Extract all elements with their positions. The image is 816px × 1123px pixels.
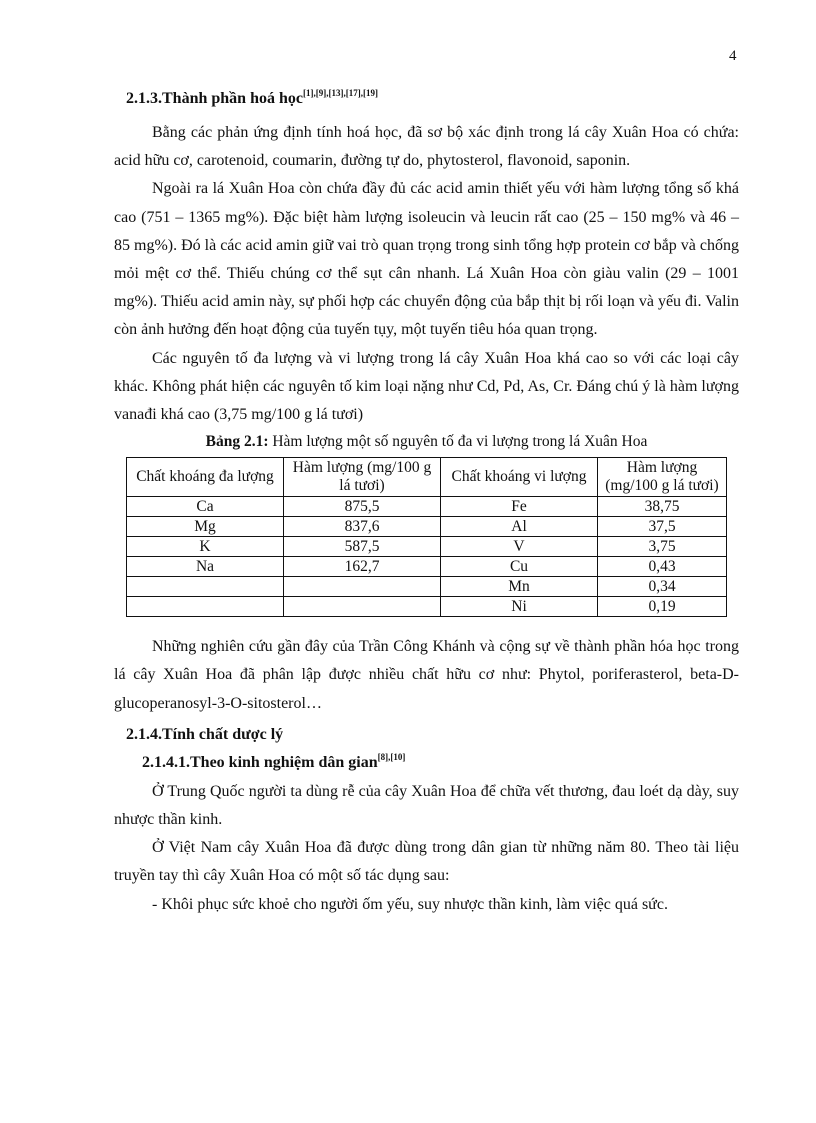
paragraph-qualitative: Bằng các phản ứng định tính hoá học, đã sơ bộ xác định trong lá cây Xuân Hoa có chứa: acid hữu cơ, carotenoid, coumarin, đường tự do, phytosterol, flavonoid, saponin. — [114, 124, 739, 170]
table-cell: 0,43 — [598, 557, 727, 577]
paragraph-amino-acids: Ngoài ra lá Xuân Hoa còn chứa đầy đủ các acid amin thiết yếu với hàm lượng tổng số khá cao (751 – 1365 mg%). Đặc biệt hàm lượng isoleucin và leucin rất cao (25 – 150 mg% và 46 – 85 mg%). Đó là các acid amin giữ vai trò quan trọng trong sinh tổng hợp protein cơ bắp và chống mỏi mệt cơ thể. Thiếu chúng cơ thể sụt cân nhanh. Lá Xuân Hoa còn giàu valin (29 – 1001 mg%). Thiếu acid amin này, sự phối hợp các chuyển động của bắp thịt bị rối loạn và yếu đi. Valin còn ảnh hưởng đến hoạt động của tuyến tụy, một tuyến tiêu hóa quan trọng. — [114, 180, 739, 339]
table-row — [127, 537, 727, 557]
table-caption — [114, 431, 739, 453]
table-cell: 0,19 — [598, 597, 727, 617]
table-cell — [284, 597, 441, 617]
table-header-row — [127, 458, 727, 497]
mineral-table — [126, 457, 727, 617]
subsection-refs: [8],[10] — [377, 751, 406, 762]
table-cell: Mg — [127, 517, 284, 537]
header-macro-mineral: Chất khoáng đa lượng — [127, 458, 284, 497]
table-cell: Cu — [441, 557, 598, 577]
table-cell: 37,5 — [598, 517, 727, 537]
section-heading-2-1-3 — [126, 88, 739, 110]
page-number: 4 — [729, 48, 737, 64]
table-cell: 837,6 — [284, 517, 441, 537]
paragraph-china-use: Ở Trung Quốc người ta dùng rễ của cây Xuân Hoa để chữa vết thương, đau loét dạ dày, suy nhược thần kinh. — [114, 782, 739, 829]
table-row — [127, 557, 727, 577]
table-cell: 875,5 — [284, 497, 441, 517]
header-micro-content: Hàm lượng (mg/100 g lá tươi) — [598, 458, 727, 497]
table-cell — [127, 577, 284, 597]
document-body — [114, 88, 739, 919]
section-heading-2-1-4: 2.1.4.Tính chất dược lý — [126, 725, 284, 743]
table-cell: Ca — [127, 497, 284, 517]
table-cell: 3,75 — [598, 537, 727, 557]
section-refs: [1],[9],[13],[17],[19] — [302, 88, 378, 98]
table-caption-text: Hàm lượng một số nguyên tố đa vi lượng trong lá Xuân Hoa — [268, 433, 648, 451]
table-cell: Fe — [441, 497, 598, 517]
subsection-title: 2.1.4.1.Theo kinh nghiệm dân gian — [142, 753, 378, 771]
table-row — [127, 577, 727, 597]
table-row — [127, 597, 727, 617]
paragraph-vietnam-use: Ở Việt Nam cây Xuân Hoa đã được dùng trong dân gian từ những năm 80. Theo tài liệu truyền tay thì cây Xuân Hoa có một số tác dụng sau: — [114, 839, 739, 885]
section-title: 2.1.3.Thành phần hoá học — [126, 90, 303, 107]
paragraph-effect-item: - Khôi phục sức khoẻ cho người ốm yếu, suy nhược thần kinh, làm việc quá sức. — [152, 895, 668, 913]
table-cell: Ni — [441, 597, 598, 617]
table-cell: 0,34 — [598, 577, 727, 597]
paragraph-minerals: Các nguyên tố đa lượng và vi lượng trong lá cây Xuân Hoa khá cao so với các loại cây khác. Không phát hiện các nguyên tố kim loại nặng như Cd, Pd, As, Cr. Đáng chú ý là hàm lượng vanađi khá cao (3,75 mg/100 g lá tươi) — [114, 349, 739, 424]
table-cell — [284, 577, 441, 597]
table-row — [127, 497, 727, 517]
section-heading-2-1-4-1 — [142, 752, 739, 774]
table-cell: Al — [441, 517, 598, 537]
header-macro-content: Hàm lượng (mg/100 g lá tươi) — [284, 458, 441, 497]
table-cell: 38,75 — [598, 497, 727, 517]
table-cell: Na — [127, 557, 284, 577]
paragraph-recent-research: Những nghiên cứu gần đây của Trần Công Khánh và cộng sự về thành phần hóa học trong lá cây Xuân Hoa đã phân lập được nhiều chất hữu cơ như: Phytol, poriferasterol, beta-D-glucoperanosyl-3-O-sitosterol… — [114, 638, 739, 712]
table-cell: 587,5 — [284, 537, 441, 557]
table-cell: V — [441, 537, 598, 557]
table-row — [127, 517, 727, 537]
table-cell: Mn — [441, 577, 598, 597]
table-cell: K — [127, 537, 284, 557]
header-micro-mineral: Chất khoáng vi lượng — [441, 458, 598, 497]
table-cell — [127, 597, 284, 617]
table-caption-label: Bảng 2.1: — [205, 433, 269, 451]
table-cell: 162,7 — [284, 557, 441, 577]
